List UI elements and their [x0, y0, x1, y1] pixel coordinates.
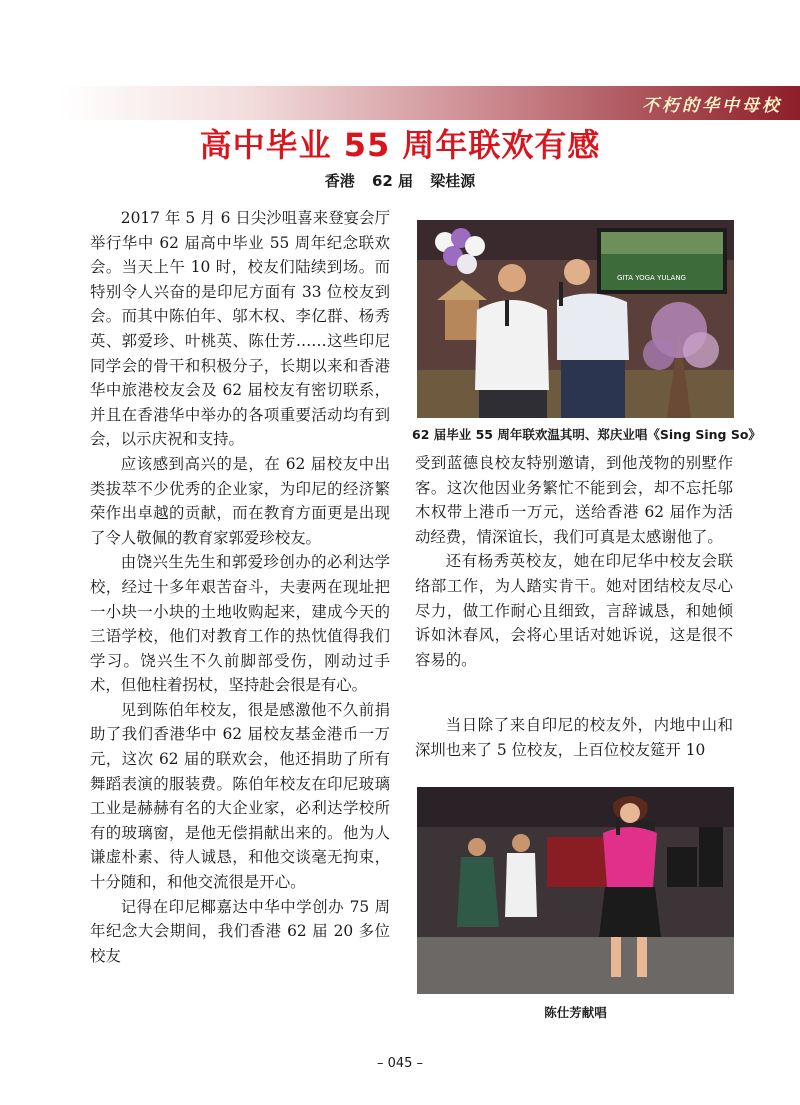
section-header-band	[60, 86, 800, 120]
screen-lyrics: GITA YOGA YULANG	[617, 274, 686, 282]
paragraph: 见到陈伯年校友，很是感激他不久前捐助了我们香港华中 62 届校友基金港币一万元，这次 62 届的联欢会，他还捐助了所有舞蹈表演的服装费。陈伯年校友在印尼玻璃工业是赫赫有名的大企业家，必利达学校所有的玻璃窗，是他无偿捐献出来的。他为人谦虚朴素、待人诚恳，和他交谈毫无拘束，十分随和，和他交流很是开心。	[90, 700, 390, 892]
paragraph: 2017 年 5 月 6 日尖沙咀喜来登宴会厅举行华中 62 届高中毕业 55 周年纪念联欢会。当天上午 10 时，校友们陆续到场。而特别令人兴奋的是印尼方面有 33 位校友到会。而其中陈伯年、邬木权、李亿群、杨秀英、郭爱珍、叶桃英、陈仕芳……这些印尼同学会的骨干和积极分子，长期以来和香港华中旅港校友会及 62 届校友有密切联系，并且在香港华中举办的各项重要活动均有到会，以示庆祝和支持。	[90, 209, 390, 449]
left-column	[90, 206, 390, 968]
section-title: 不朽的华中母校	[642, 96, 782, 116]
byline-class: 62 届	[371, 172, 414, 190]
paragraph: 还有杨秀英校友，她在印尼华中校友会联络部工作，为人踏实肯干。她对团结校友尽心尽力，做工作耐心且细致，言辞诚恳，和她倾诉如沐春风，会将心里话对她诉说，这是很不容易的。	[415, 552, 733, 669]
page-number: – 045 –	[376, 1056, 424, 1071]
byline	[0, 170, 800, 191]
photo-caption: 62 届毕业 55 周年联欢温其明、郑庆业唱《Sing Sing So》	[412, 427, 761, 442]
paragraph: 当日除了来自印尼的校友外，内地中山和深圳也来了 5 位校友，上百位校友筵开 10	[415, 716, 733, 759]
right-column-top	[415, 451, 733, 672]
photo-singers	[417, 220, 734, 418]
article-title: 高中毕业 55 周年联欢有感	[199, 126, 601, 164]
byline-author: 梁桂源	[430, 172, 476, 190]
paragraph: 记得在印尼椰嘉达中华中学创办 75 周年纪念大会期间，我们香港 62 届 20 多位校友	[90, 897, 390, 965]
byline-place: 香港	[324, 172, 355, 190]
right-column-bottom	[415, 713, 733, 762]
photo-caption: 陈仕芳献唱	[544, 1005, 607, 1020]
paragraph: 受到蓝德良校友特别邀请，到他茂物的别墅作客。这次他因业务繁忙不能到会，却不忘托邬木权带上港币一万元，送给香港 62 届作为活动经费，情深谊长，我们可真是太感谢他了。	[415, 454, 733, 546]
paragraph: 由饶兴生先生和郭爱珍创办的必利达学校，经过十多年艰苦奋斗，夫妻两在现址把一小块一小块的土地收购起来，建成今天的三语学校，他们对教育工作的热忱值得我们学习。饶兴生不久前脚部受伤，刚动过手术，但他柱着拐杖，坚持赴会很是有心。	[90, 553, 390, 695]
paragraph: 应该感到高兴的是，在 62 届校友中出类拔萃不少优秀的企业家，为印尼的经济繁荣作出卓越的贡献，而在教育方面更是出现了令人敬佩的教育家郭爱珍校友。	[90, 454, 390, 547]
photo-woman-singing	[417, 787, 734, 994]
